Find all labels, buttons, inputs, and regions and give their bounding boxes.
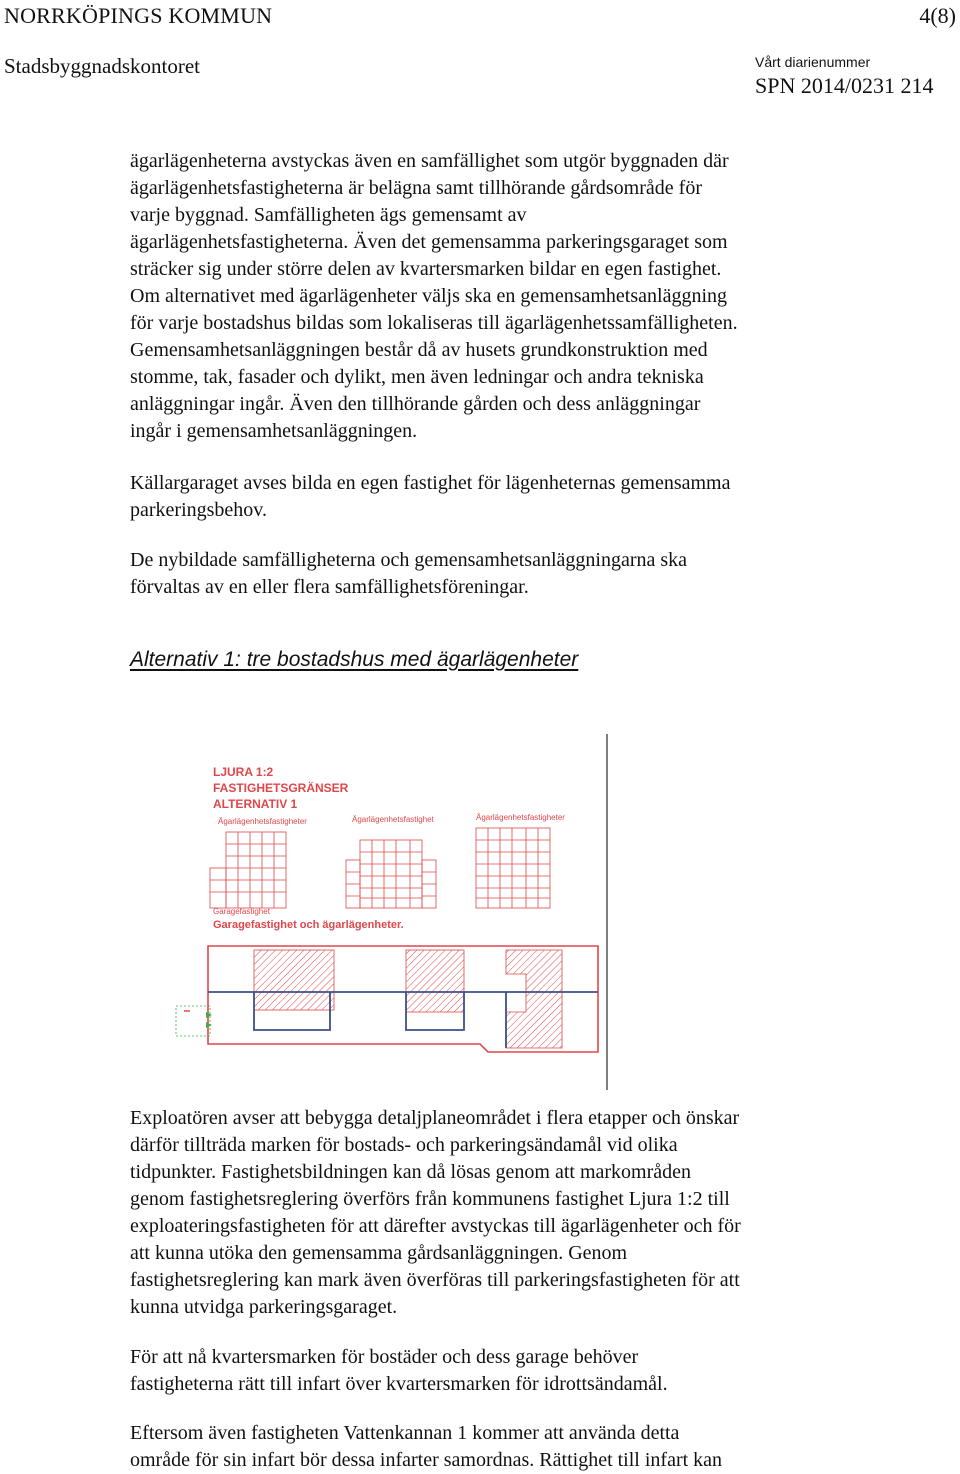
building-label: Ägarlägenhetsfastigheter: [476, 813, 565, 822]
text-line: Källargaraget avses bilda en egen fastighet för lägenheternas gemensamma: [130, 472, 731, 494]
paragraph-infart: [130, 1344, 870, 1398]
text-line: Gemensamhetsanläggningen består då av husets grundkonstruktion med: [130, 339, 708, 361]
property-boundary-map: [170, 730, 620, 1092]
text-line: exploateringsfastigheten för att därefter avstyckas till ägarlägenheter och för: [130, 1215, 741, 1237]
text-line: kunna utvidga parkeringsgaraget.: [130, 1296, 398, 1318]
department-name: Stadsbyggnadskontoret: [4, 54, 200, 78]
text-line: Exploatören avser att bebygga detaljplaneområdet i flera etapper och önskar: [130, 1107, 740, 1129]
text-line: för varje bostadshus bildas som lokaliseras till ägarlägenhetssamfälligheten.: [130, 312, 738, 334]
diarie-label: Vårt diarienummer: [755, 54, 871, 70]
map-title-line: ALTERNATIV 1: [213, 797, 298, 811]
paragraph-vattenkannan: [130, 1420, 870, 1474]
building-footprints: [254, 950, 562, 1048]
text-line: varje byggnad. Samfälligheten ägs gemensamt av: [130, 204, 527, 226]
text-line: ingår i gemensamhetsanläggningen.: [130, 420, 418, 442]
text-line: förvaltas av en eller flera samfällighetsföreningar.: [130, 576, 529, 598]
text-line: genom fastighetsreglering överförs från kommunens fastighet Ljura 1:2 till: [130, 1188, 730, 1210]
paragraph-exploatering: [130, 1105, 870, 1321]
text-line: För att nå kvartersmarken för bostäder och dess garage behöver: [130, 1346, 639, 1368]
building-3-units: [476, 828, 550, 908]
map-title-line: FASTIGHETSGRÄNSER: [213, 781, 349, 795]
building-label: Ägarlägenhetsfastighet: [352, 815, 434, 824]
text-line: fastigheterna rätt till infart över kvartersmarken för idrottsändamål.: [130, 1373, 668, 1395]
section-heading: Alternativ 1: tre bostadshus med ägarlägenheter: [130, 648, 579, 671]
text-line: stomme, tak, fasader och dylikt, men även ledningar och andra tekniska: [130, 366, 704, 388]
text-line: Om alternativet med ägarlägenheter väljs ska en gemensamhetsanläggning: [130, 285, 728, 307]
text-line: ägarlägenheterna avstyckas även en samfällighet som utgör byggnaden där: [130, 150, 729, 172]
paragraph-forvaltning: [130, 547, 870, 601]
diarie-number: SPN 2014/0231 214: [755, 73, 934, 98]
paragraph-samfallighet: [130, 148, 870, 445]
map-title-line: LJURA 1:2: [213, 765, 274, 779]
building-label: Ägarlägenhetsfastigheter: [218, 817, 307, 826]
text-line: Eftersom även fastigheten Vattenkannan 1 kommer att använda detta: [130, 1422, 680, 1444]
text-line: att kunna utöka den gemensamma gårdsanläggningen. Genom: [130, 1242, 628, 1264]
text-line: tidpunkter. Fastighetsbildningen kan då lösas genom att markområden: [130, 1161, 692, 1183]
text-line: fastighetsreglering kan mark även överföras till parkeringsfastigheten för att: [130, 1269, 740, 1291]
organization-name: NORRKÖPINGS KOMMUN: [4, 3, 273, 28]
text-line: anläggningar ingår. Även den tillhörande gården och dess anläggningar: [130, 393, 701, 415]
text-line: ägarlägenhetsfastigheterna. Även det gemensamma parkeringsgaraget som: [130, 231, 728, 253]
garage-label: Garagefastighet: [213, 907, 270, 916]
entrance-markers: [176, 1006, 212, 1036]
garage-sublabel: Garagefastighet och ägarlägenheter.: [213, 919, 404, 931]
text-line: därför tillträda marken för bostads- och parkeringsändamål vid olika: [130, 1134, 678, 1156]
paragraph-kallargarage: [130, 470, 870, 524]
text-line: ägarlägenhetsfastigheterna är belägna samt tillhörande gårdsområde för: [130, 177, 702, 199]
page-number: 4(8): [919, 3, 956, 28]
text-line: parkeringsbehov.: [130, 499, 267, 521]
text-line: område för sin infart bör dessa infarter samordnas. Rättighet till infart kan: [130, 1449, 723, 1471]
building-2-units: [346, 840, 436, 908]
text-line: sträcker sig under större delen av kvartersmarken bildar en egen fastighet.: [130, 258, 722, 280]
text-line: De nybildade samfälligheterna och gemensamhetsanläggningarna ska: [130, 549, 688, 571]
building-1-units: [210, 832, 286, 908]
